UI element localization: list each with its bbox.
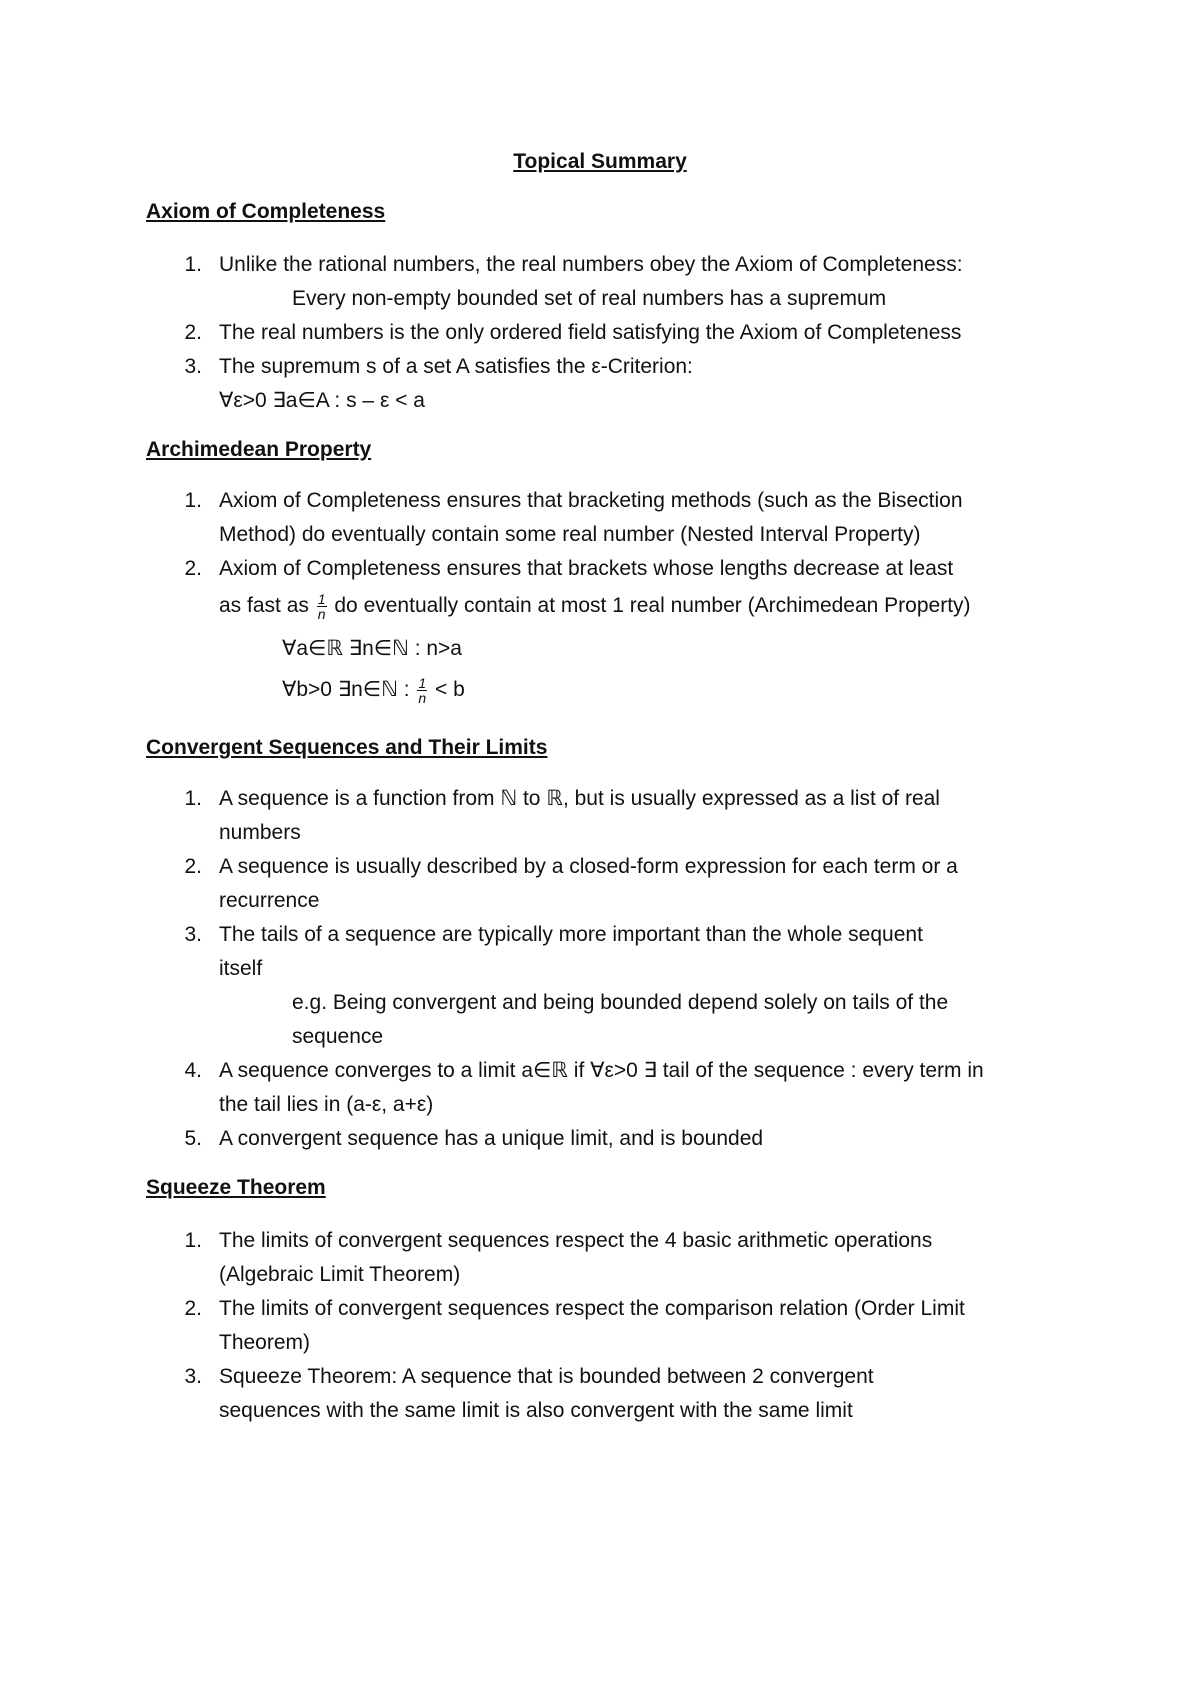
list-item-text: A sequence is usually described by a closed-form expression for each term or a (219, 855, 958, 878)
list-number: 1. (184, 489, 202, 512)
fraction-denominator: n (418, 690, 427, 706)
list-item-text: Method) do eventually contain some real number (Nested Interval Property) (219, 523, 921, 546)
list-item-text: Unlike the rational numbers, the real numbers obey the Axiom of Completeness: (219, 253, 963, 276)
list-number: 1. (184, 253, 202, 276)
list-item-text: The supremum s of a set A satisfies the ε-Criterion: (219, 355, 693, 378)
fraction-one-over-n (417, 676, 427, 705)
list-number: 2. (184, 1297, 202, 1320)
list-item-subtext: Every non-empty bounded set of real numbers has a supremum (292, 287, 887, 310)
list-item-text: Squeeze Theorem: A sequence that is bounded between 2 convergent (219, 1365, 874, 1388)
list-item-text: numbers (219, 821, 301, 844)
list-item-text: The real numbers is the only ordered field satisfying the Axiom of Completeness (219, 321, 962, 344)
text-segment: ∀b>0 ∃n∈ℕ : (282, 678, 410, 702)
list-item-subtext: e.g. Being convergent and being bounded depend solely on tails of the (292, 991, 949, 1014)
text-segment: as fast as (219, 594, 309, 618)
list-item-text: sequences with the same limit is also convergent with the same limit (219, 1399, 853, 1422)
fraction-numerator: 1 (317, 591, 326, 607)
list-number: 2. (184, 321, 202, 344)
page-title: Topical Summary (513, 150, 687, 173)
list-number: 1. (184, 1229, 202, 1252)
fraction-one-over-n (317, 592, 327, 621)
list-item-text: Axiom of Completeness ensures that bracketing methods (such as the Bisection (219, 489, 963, 512)
text-segment: do eventually contain at most 1 real number (Archimedean Property) (334, 594, 971, 618)
fraction-numerator: 1 (418, 675, 427, 691)
list-number: 1. (184, 787, 202, 810)
fraction-denominator: n (317, 606, 326, 622)
list-item-text: recurrence (219, 889, 320, 912)
section-heading-axiom: Axiom of Completeness (146, 200, 386, 223)
formula: ∀ε>0 ∃a∈A : s – ε < a (219, 389, 425, 412)
list-item-text: itself (219, 957, 263, 980)
list-item-subtext: sequence (292, 1025, 384, 1048)
list-item-text: (Algebraic Limit Theorem) (219, 1263, 461, 1286)
list-number: 3. (184, 923, 202, 946)
list-number: 2. (184, 855, 202, 878)
list-item-text: The limits of convergent sequences respect the comparison relation (Order Limit (219, 1297, 965, 1320)
section-heading-convergent-sequences: Convergent Sequences and Their Limits (146, 736, 548, 759)
list-number: 4. (184, 1059, 202, 1082)
list-item-text-with-fraction (219, 592, 971, 621)
list-item-text: The tails of a sequence are typically more important than the whole sequent (219, 923, 923, 946)
formula-with-fraction (282, 676, 465, 705)
list-item-text: Theorem) (219, 1331, 311, 1354)
section-heading-archimedean: Archimedean Property (146, 438, 372, 461)
list-item-text: Axiom of Completeness ensures that brackets whose lengths decrease at least (219, 557, 954, 580)
section-heading-squeeze-theorem: Squeeze Theorem (146, 1176, 326, 1199)
list-item-text: A sequence is a function from ℕ to ℝ, but is usually expressed as a list of real (219, 787, 940, 810)
list-item-text: A sequence converges to a limit a∈ℝ if ∀ε>0 ∃ tail of the sequence : every term in (219, 1059, 984, 1082)
formula: ∀a∈ℝ ∃n∈ℕ : n>a (282, 637, 462, 660)
list-number: 2. (184, 557, 202, 580)
list-item-text: A convergent sequence has a unique limit, and is bounded (219, 1127, 764, 1150)
list-item-text: the tail lies in (a-ε, a+ε) (219, 1093, 434, 1116)
text-segment: < b (435, 678, 465, 702)
list-item-text: The limits of convergent sequences respect the 4 basic arithmetic operations (219, 1229, 933, 1252)
list-number: 5. (184, 1127, 202, 1150)
list-number: 3. (184, 1365, 202, 1388)
list-number: 3. (184, 355, 202, 378)
